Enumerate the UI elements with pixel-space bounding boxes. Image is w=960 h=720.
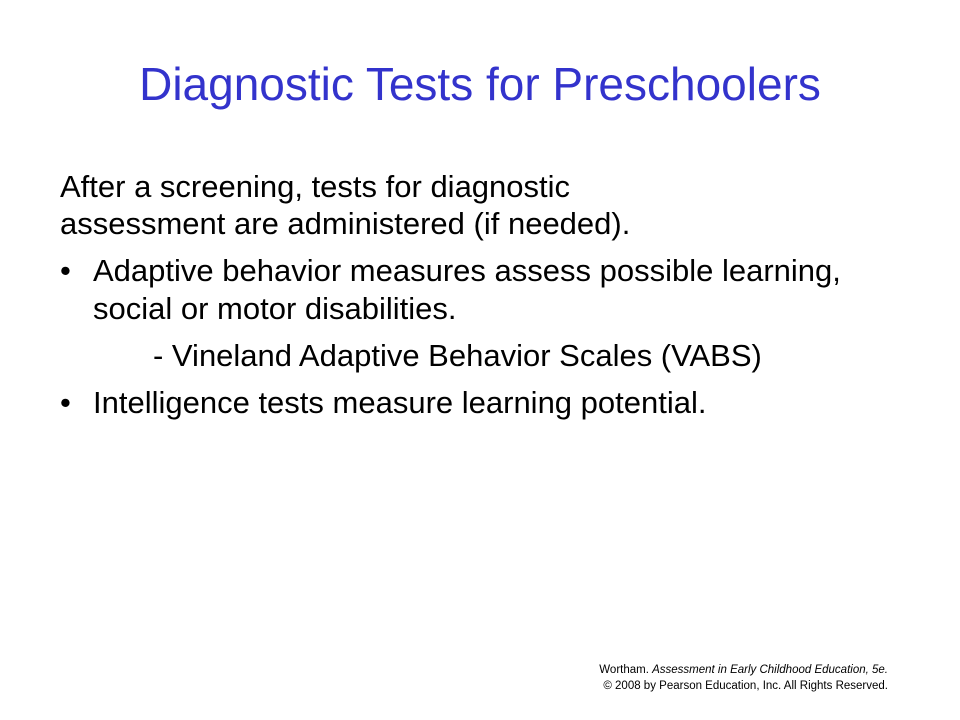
footer-citation [599,662,888,694]
footer-book-title: Assessment in Early Childhood Education, 5e. [652,664,888,676]
bullet-item-adaptive [60,252,920,326]
bullet-item-intelligence [60,384,920,421]
bullet-icon: • [60,253,71,289]
bullet-text-adaptive: Adaptive behavior measures assess possible learning, social or motor disabilities. [93,253,841,326]
intro-line-2: assessment are administered (if needed). [60,206,631,242]
footer-line-1 [599,662,888,678]
slide-title: Diagnostic Tests for Preschoolers [139,58,821,110]
footer-author: Wortham. [599,664,653,676]
intro-line-1: After a screening, tests for diagnostic [60,169,571,204]
intro-paragraph [60,168,920,242]
sub-item-vabs: - Vineland Adaptive Behavior Scales (VABS) [153,337,762,373]
footer-copyright: © 2008 by Pearson Education, Inc. All Rights Reserved. [603,680,888,693]
bullet-icon: • [60,384,71,420]
slide-body [60,168,920,431]
bullet-text-intelligence: Intelligence tests measure learning potential. [93,384,707,420]
